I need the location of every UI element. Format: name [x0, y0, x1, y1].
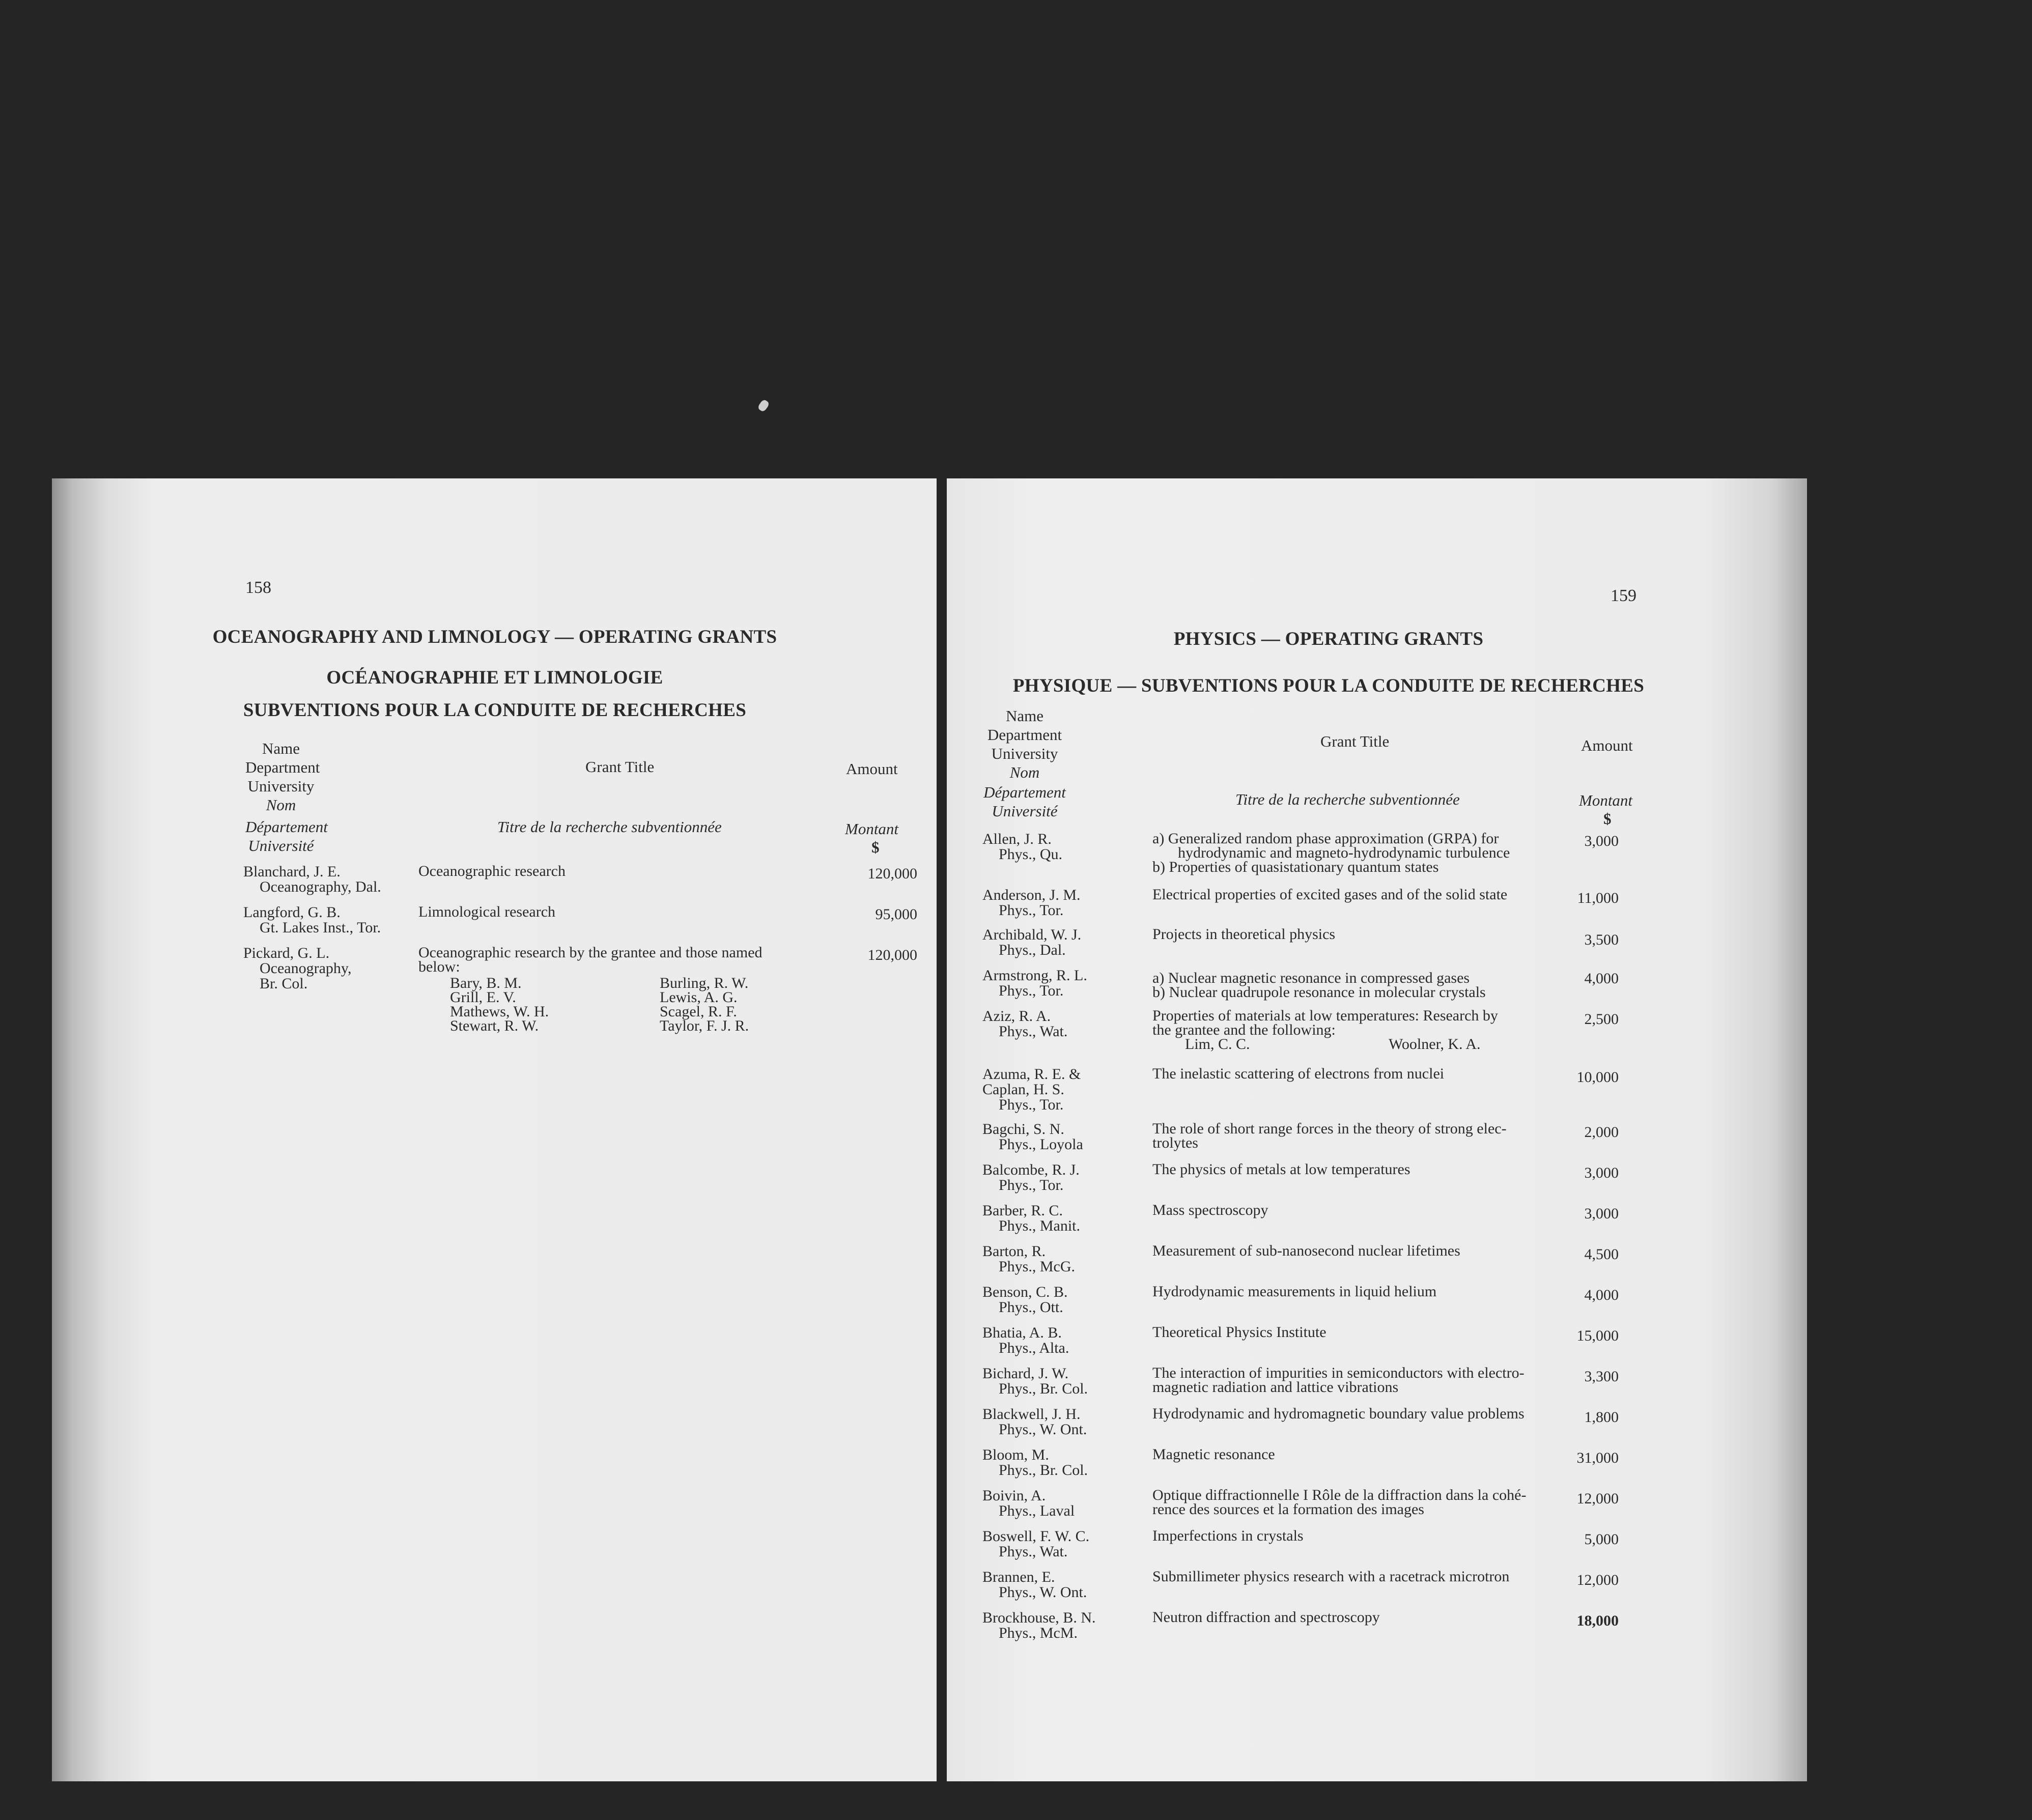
grant-title: The role of short range forces in the theory of strong elec- trolytes — [1152, 1120, 1507, 1151]
grant-amount: 1,800 — [1584, 1409, 1619, 1426]
grant-amount: 3,000 — [1584, 1205, 1619, 1222]
heading-french: PHYSIQUE — SUBVENTIONS POUR LA CONDUITE DE RECHERCHES — [1012, 675, 1645, 696]
grantee-department: Phys., Br. Col. — [999, 1380, 1088, 1397]
grant-title: Oceanographic research by the grantee and those named below: — [418, 944, 763, 975]
grant-amount: 95,000 — [875, 906, 917, 923]
grant-amount: 10,000 — [1576, 1069, 1619, 1086]
grantee-department: Phys., W. Ont. — [999, 1421, 1087, 1438]
grant-title: a) Nuclear magnetic resonance in compressed gases b) Nuclear quadrupole resonance in molecular crystals — [1152, 970, 1486, 1001]
co-researchers-right: Burling, R. W. Lewis, A. G. Scagel, R. F. Taylor, F. J. R. — [660, 975, 749, 1034]
grantee-department: Phys., Ott. — [999, 1299, 1063, 1316]
grant-amount: 5,000 — [1584, 1531, 1619, 1548]
grantee-name: Allen, J. R. — [982, 831, 1052, 847]
column-header-amount: Amount — [1581, 736, 1633, 754]
grant-amount: 3,000 — [1584, 833, 1619, 849]
grant-amount: 4,000 — [1584, 1287, 1619, 1303]
column-header-amount-fr: Montant — [1579, 791, 1633, 809]
grantee-name: Bhatia, A. B. — [982, 1324, 1062, 1341]
grant-amount: 3,000 — [1584, 1164, 1619, 1181]
grant-title: Mass spectroscopy — [1152, 1202, 1268, 1218]
grant-amount: 12,000 — [1576, 1572, 1619, 1588]
grant-amount: 2,000 — [1584, 1124, 1619, 1141]
grantee-name: Brockhouse, B. N. — [982, 1609, 1096, 1626]
grantee-name: Bloom, M. — [982, 1446, 1049, 1463]
grantee-name: Langford, G. B. Gt. Lakes Inst., Tor. — [243, 904, 381, 936]
grantee-name: Aziz, R. A. — [982, 1008, 1051, 1025]
co-researchers-left: Bary, B. M. Grill, E. V. Mathews, W. H. Stewart, R. W. — [450, 975, 549, 1034]
grantee-name: Barton, R. — [982, 1243, 1046, 1260]
dust-speck — [757, 399, 770, 412]
heading-english: OCEANOGRAPHY AND LIMNOLOGY — OPERATING GRANTS — [212, 627, 777, 647]
grantee-name: Anderson, J. M. — [982, 887, 1081, 903]
page-number: 158 — [245, 578, 271, 597]
grant-title: Neutron diffraction and spectroscopy — [1152, 1609, 1380, 1626]
grant-amount: 3,500 — [1584, 931, 1619, 948]
grantee-department: Phys., Dal. — [999, 942, 1066, 958]
grantee-department: Phys., Alta. — [999, 1340, 1069, 1356]
column-header-grant-title-fr: Titre de la recherche subventionnée — [497, 818, 722, 836]
grant-amount: 4,000 — [1584, 970, 1619, 987]
grantee-name: Benson, C. B. — [982, 1284, 1068, 1300]
grantee-department: Phys., Qu. — [999, 846, 1063, 863]
grant-title: Projects in theoretical physics — [1152, 926, 1336, 943]
column-header-name: Name Department University Nom Département Université — [245, 740, 328, 855]
column-header-name: Name Department University Nom Département Université — [983, 707, 1066, 820]
grantee-name: Bichard, J. W. — [982, 1365, 1069, 1382]
grantee-department: Phys., Tor. — [999, 1177, 1064, 1193]
grant-title: a) Generalized random phase approximation (GRPA) for hydrodynamic and magneto-hydrodynamic turbulence b) Properties of quasistationary quantum states — [1152, 830, 1510, 875]
grantee-name: Pickard, G. L. Oceanography, Br. Col. — [243, 945, 352, 992]
grantee-name: Blackwell, J. H. — [982, 1406, 1081, 1423]
grant-title: Limnological research — [418, 903, 556, 920]
grant-amount: 3,300 — [1584, 1368, 1619, 1385]
grant-title: The physics of metals at low temperatures — [1152, 1161, 1410, 1178]
grantee-department: Phys., McG. — [999, 1258, 1076, 1275]
grant-title: Hydrodynamic and hydromagnetic boundary value problems — [1152, 1405, 1525, 1422]
grantee-department: Phys., Manit. — [999, 1217, 1081, 1234]
grantee-name: Boivin, A. — [982, 1487, 1046, 1504]
grantee-name: Armstrong, R. L. — [982, 967, 1087, 984]
right-page — [947, 478, 1807, 1781]
grantee-department: Phys., Wat. — [999, 1023, 1068, 1040]
grantee-name: Boswell, F. W. C. — [982, 1528, 1090, 1545]
grantee-name: Azuma, R. E. & — [982, 1066, 1081, 1083]
page-number: 159 — [1611, 586, 1636, 605]
currency-symbol: $ — [1603, 810, 1612, 828]
grantee-department: Phys., McM. — [999, 1625, 1078, 1641]
grant-title: Electrical properties of excited gases and of the solid state — [1152, 886, 1508, 903]
grant-amount: 11,000 — [1577, 890, 1619, 906]
grant-title: Imperfections in crystals — [1152, 1527, 1304, 1544]
grantee-department: Phys., Laval — [999, 1502, 1075, 1519]
column-header-grant-title: Grant Title — [1320, 732, 1390, 750]
grant-title: Magnetic resonance — [1152, 1446, 1275, 1463]
grantee-department: Phys., Tor. — [999, 902, 1064, 919]
heading-english: PHYSICS — OPERATING GRANTS — [1173, 629, 1484, 649]
grant-title: Properties of materials at low temperatures: Research by the grantee and the following: — [1152, 1007, 1498, 1038]
grantee-department: Phys., Tor. — [999, 982, 1064, 999]
grant-amount: 2,500 — [1584, 1011, 1619, 1028]
grant-title: Measurement of sub-nanosecond nuclear lifetimes — [1152, 1242, 1460, 1259]
grant-amount: 15,000 — [1576, 1327, 1619, 1344]
grantee-department: Phys., Tor. — [999, 1096, 1064, 1113]
grantee-name: Blanchard, J. E. Oceanography, Dal. — [243, 863, 381, 895]
grant-title: Theoretical Physics Institute — [1152, 1324, 1327, 1341]
grant-amount: 120,000 — [867, 947, 917, 963]
column-header-amount-fr: Montant — [845, 820, 899, 838]
grantee-name: Archibald, W. J. — [982, 926, 1082, 943]
grantee-name: Barber, R. C. — [982, 1202, 1063, 1219]
grantee-department: Phys., W. Ont. — [999, 1584, 1087, 1601]
grant-title: The interaction of impurities in semiconductors with electro- magnetic radiation and lattice vibrations — [1152, 1364, 1525, 1396]
grant-title: Optique diffractionnelle I Rôle de la diffraction dans la cohé- rence des sources et la formation des images — [1152, 1487, 1527, 1518]
column-header-grant-title: Grant Title — [585, 758, 655, 776]
grant-amount: 12,000 — [1576, 1490, 1619, 1507]
grantee-name: Brannen, E. — [982, 1569, 1055, 1585]
column-header-grant-title-fr: Titre de la recherche subventionnée — [1235, 790, 1460, 808]
grantee-name: Bagchi, S. N. — [982, 1121, 1064, 1138]
left-page — [52, 478, 937, 1781]
currency-symbol: $ — [871, 838, 880, 856]
grant-amount: 120,000 — [867, 865, 917, 882]
grant-title: The inelastic scattering of electrons from nuclei — [1152, 1065, 1445, 1082]
grantee-department: Phys., Wat. — [999, 1543, 1068, 1560]
grantee-name: Caplan, H. S. — [982, 1081, 1064, 1098]
column-header-amount: Amount — [846, 760, 898, 778]
grant-amount: 18,000 — [1576, 1612, 1619, 1629]
grantee-name: Balcombe, R. J. — [982, 1161, 1080, 1178]
grant-title: Submillimeter physics research with a racetrack microtron — [1152, 1568, 1510, 1585]
heading-french-2: SUBVENTIONS POUR LA CONDUITE DE RECHERCHES — [243, 700, 747, 721]
co-researcher: Woolner, K. A. — [1389, 1036, 1481, 1053]
grant-title: Oceanographic research — [418, 863, 566, 879]
grant-amount: 4,500 — [1584, 1246, 1619, 1263]
grantee-department: Phys., Br. Col. — [999, 1462, 1088, 1478]
grant-title: Hydrodynamic measurements in liquid helium — [1152, 1283, 1437, 1300]
co-researcher: Lim, C. C. — [1185, 1036, 1250, 1053]
grant-amount: 31,000 — [1576, 1449, 1619, 1466]
heading-french-1: OCÉANOGRAPHIE ET LIMNOLOGIE — [326, 667, 663, 688]
grantee-department: Phys., Loyola — [999, 1136, 1083, 1153]
